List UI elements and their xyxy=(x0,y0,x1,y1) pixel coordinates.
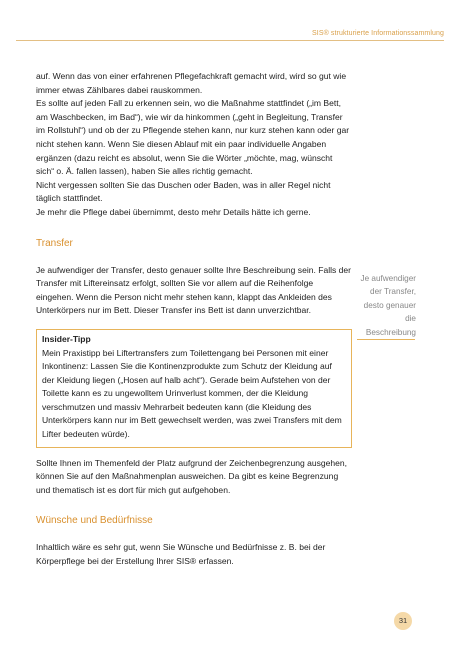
insider-tip-text: Mein Praxistipp bei Liftertransfers zum Toilettengang bei Personen mit einer Inkontinenz: Lassen Sie die Kontinenzprodukte zum Schutz der Kleidung auf der Kleidung liegen („Hosen auf halb acht“). Gerade beim Aufstehen von der Toilette kann es zu ungewolltem Urinverlust kommen, der die Kleidung verschmutzen und massiv Mehrarbeit bedeuten kann (die Kleidung des Unterkörpers kann nur im Bett gewechselt werden, was zwei Transfers mit dem Lifter bedeuten würde). xyxy=(42,347,342,440)
intro-paragraph-4: Je mehr die Pflege dabei übernimmt, desto mehr Details hätte ich gerne. xyxy=(36,206,311,217)
after-tip-paragraph: Sollte Ihnen im Themenfeld der Platz aufgrund der Zeichenbegrenzung ausgehen, können Sie auf den Maßnahmenplan ausweichen. Da gibt es keine Begrenzung und thematisch ist es dort für mich gut aufgehoben. xyxy=(36,457,348,495)
insider-tip-title: Insider-Tipp xyxy=(42,333,91,344)
margin-note: Je aufwendiger der Transfer, desto genauer die Beschreibung xyxy=(360,274,416,337)
running-header-title: SIS® strukturierte Informationssammlung xyxy=(312,30,444,37)
wishes-paragraph: Inhaltlich wäre es sehr gut, wenn Sie Wünsche und Bedürfnisse z. B. bei der Körperpflege bei der Erstellung Ihrer SIS® erfassen. xyxy=(36,542,326,567)
intro-paragraph-1: auf. Wenn das von einer erfahrenen Pflegefachkraft gemacht wird, wird so gut wie immer etwas Zählbares dabei rauskommen. xyxy=(36,71,347,95)
insider-tip-box xyxy=(36,329,352,448)
header-rule xyxy=(16,40,444,41)
page-header xyxy=(0,0,458,44)
intro-paragraph-2: Es sollte auf jeden Fall zu erkennen sein, wo die Maßnahme stattfindet („im Bett, am Waschbecken, im Bad“), wie wir da hinkommen („geht in Begleitung, Transfer im Rollstuhl“) und ob der zu Pflegende stehen kann, nur kurz stehen kann oder gar nicht stehen kann. Wenn Sie diesen Ablauf mit ein paar individuelle Angaben ergänzen (dazu reicht es absolut, wenn Sie die Wörter „möchte, mag, wünscht sich“ o. Ä. fallen lassen), haben Sie alles richtig gemacht. xyxy=(36,98,350,177)
intro-paragraph-3: Nicht vergessen sollten Sie das Duschen oder Baden, was in aller Regel nicht täglich stattfindet. xyxy=(36,179,331,204)
main-content xyxy=(36,70,352,569)
page-number-badge: 31 xyxy=(394,612,412,630)
section-heading-transfer: Transfer xyxy=(36,237,73,249)
margin-note-rule xyxy=(357,339,415,340)
section-heading-wishes: Wünsche und Bedürfnisse xyxy=(36,515,153,527)
transfer-paragraph: Je aufwendiger der Transfer, desto genauer sollte Ihre Beschreibung sein. Falls der Transfer mit Liftereinsatz erfolgt, sollten Sie vor allem auf die Reihenfolge eingehen. Wenn die Person nicht mehr stehen kann, klappt das Ankleiden des Unterkörpers nur im Bett. Dieser Transfer ins Bett ist dann unverzichtbar. xyxy=(36,264,351,316)
